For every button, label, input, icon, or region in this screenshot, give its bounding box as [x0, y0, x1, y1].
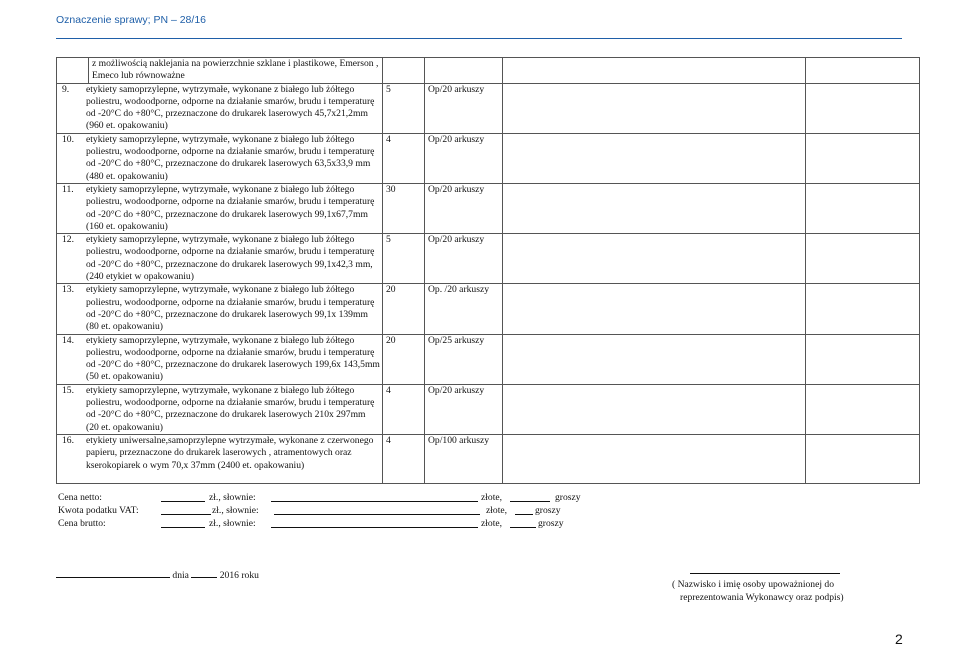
item-unit: Op/100 arkuszy	[425, 434, 503, 483]
item-description: etykiety samoprzylepne, wytrzymałe, wykonane z białego lub żółtego poliestru, wodoodporne, odporne na działanie smarów, brudu i temperaturę od -20°C do +80°C, przeznaczone do drukarek laserowych 99,1x42,3 mm, (240 etykiet w opakowaniu)	[86, 234, 375, 283]
table-row	[57, 284, 920, 334]
item-price-cell	[503, 133, 806, 183]
cell-description	[57, 133, 383, 183]
cell-description	[57, 83, 383, 133]
netto-zl-slownie: zł., słownie:	[209, 492, 256, 503]
page-number: 2	[895, 631, 903, 647]
date-blank-right	[191, 570, 217, 581]
netto-groszy: groszy	[555, 492, 581, 503]
signature-caption-line2: reprezentowania Wykonawcy oraz podpis)	[680, 592, 844, 603]
table-row	[57, 83, 920, 133]
signature-line	[690, 573, 840, 574]
date-line	[56, 567, 259, 581]
item-unit: Op/20 arkuszy	[425, 83, 503, 133]
item-price-cell	[503, 83, 806, 133]
item-unit: Op/25 arkuszy	[425, 334, 503, 384]
item-quantity: 20	[383, 334, 425, 384]
table-row	[57, 183, 920, 233]
item-quantity: 4	[383, 133, 425, 183]
item-description: etykiety samoprzylepne, wytrzymałe, wykonane z białego lub żółtego poliestru, wodoodporne, odporne na działanie smarów, brudu i temperaturę od -20°C do +80°C, przeznaczone do drukarek laserowych 99,1x67,7mm (160 et. opakowaniu)	[86, 183, 375, 232]
item-quantity: 30	[383, 183, 425, 233]
brutto-groszy: groszy	[538, 518, 564, 529]
item-value-cell	[806, 434, 920, 483]
item-value-cell	[806, 183, 920, 233]
item-price-cell	[503, 384, 806, 434]
item-quantity: 4	[383, 384, 425, 434]
item-description: etykiety samoprzylepne, wytrzymałe, wykonane z białego lub żółtego poliestru, wodoodporne, odporne na działanie smarów, brudu i temperaturę od -20°C do +80°C, przeznaczone do drukarek laserowych 199,6x 143,5mm (50 et. opakowaniu)	[86, 334, 380, 383]
item-description: etykiety samoprzylepne, wytrzymałe, wykonane z białego lub żółtego poliestru, wodoodporne, odporne na działanie smarów, brudu i temperaturę od -20°C do +80°C, przeznaczone do drukarek laserowych 99,1x 139mm (80 et. opakowaniu)	[86, 284, 375, 333]
vat-zlote: złote,	[486, 505, 508, 516]
vat-groszy: groszy	[535, 505, 561, 516]
item-value-cell	[806, 284, 920, 334]
item-value-cell	[806, 334, 920, 384]
netto-zlote: złote,	[481, 492, 503, 503]
item-number: 13.	[62, 284, 74, 296]
item-number: 10.	[62, 133, 74, 145]
table-row	[57, 434, 920, 483]
item-number: 15.	[62, 384, 74, 396]
item-price-cell	[503, 434, 806, 483]
item-number: 9.	[62, 83, 70, 95]
item-unit: Op. /20 arkuszy	[425, 284, 503, 334]
item-number: 14.	[62, 334, 74, 346]
item-description: etykiety samoprzylepne, wytrzymałe, wykonane z białego lub żółtego poliestru, wodoodporne, odporne na działanie smarów, brudu i temperaturę od -20°C do +80°C, przeznaczone do drukarek laserowych 45,7x21,2mm (960 et. opakowaniu)	[86, 83, 375, 132]
brutto-label: Cena brutto:	[58, 518, 106, 529]
item-description: etykiety samoprzylepne, wytrzymałe, wykonane z białego lub żółtego poliestru, wodoodporne, odporne na działanie smarów, brudu i temperaturę od -20°C do +80°C, przeznaczone do drukarek laserowych 210x 297mm (20 et. opakowaniu)	[86, 384, 375, 433]
item-price-cell	[503, 183, 806, 233]
item-value-cell	[806, 133, 920, 183]
cell-price	[503, 58, 806, 84]
item-unit: Op/20 arkuszy	[425, 234, 503, 284]
netto-label: Cena netto:	[58, 492, 102, 503]
vat-label: Kwota podatku VAT:	[58, 505, 139, 516]
cell-description	[57, 183, 383, 233]
cell-description	[57, 434, 383, 483]
item-description: etykiety uniwersalne,samoprzylepne wytrzymałe, wykonane z czerwonego papieru, przeznaczone do drukarek laserowych , atramentowych oraz kserokopiarek o wym 70,x 37mm (2400 et. opakowaniu)	[86, 434, 374, 471]
brutto-amount-blank	[161, 517, 205, 532]
cell-value	[806, 58, 920, 84]
table-row	[57, 133, 920, 183]
date-dnia: dnia	[172, 570, 189, 581]
header-rule	[56, 38, 902, 39]
table-row-continuation	[57, 58, 920, 84]
brutto-grosze-blank	[510, 517, 536, 532]
brutto-zlote: złote,	[481, 518, 503, 529]
item-number: 12.	[62, 234, 74, 246]
vat-zl-slownie: zł., słownie:	[212, 505, 259, 516]
cell-description	[57, 284, 383, 334]
item-unit: Op/20 arkuszy	[425, 384, 503, 434]
brutto-zl-slownie: zł., słownie:	[209, 518, 256, 529]
table-row	[57, 234, 920, 284]
item-price-cell	[503, 334, 806, 384]
item-number: 11.	[62, 183, 74, 195]
signature-caption-line1: ( Nazwisko i imię osoby upoważnionej do	[672, 579, 834, 590]
item-quantity: 4	[383, 434, 425, 483]
signature-caption	[672, 578, 844, 604]
item-quantity: 20	[383, 284, 425, 334]
item-unit: Op/20 arkuszy	[425, 183, 503, 233]
date-blank-left	[56, 570, 170, 581]
item-description: etykiety samoprzylepne, wytrzymałe, wykonane z białego lub żółtego poliestru, wodoodporne, odporne na działanie smarów, brudu i temperaturę od -20°C do +80°C, przeznaczone do drukarek laserowych 63,5x33,9 mm (480 et. opakowaniu)	[86, 133, 375, 182]
item-price-cell	[503, 284, 806, 334]
item-number: 16.	[62, 434, 74, 446]
cell-description	[57, 384, 383, 434]
table-row	[57, 334, 920, 384]
item-quantity: 5	[383, 234, 425, 284]
item-quantity: 5	[383, 83, 425, 133]
document-header-title: Oznaczenie sprawy; PN – 28/16	[56, 14, 206, 26]
cell-qty	[383, 58, 425, 84]
item-value-cell	[806, 83, 920, 133]
cell-unit	[425, 58, 503, 84]
cell-description	[57, 234, 383, 284]
items-table	[56, 57, 920, 484]
item-value-cell	[806, 234, 920, 284]
date-year: 2016 roku	[219, 570, 259, 581]
item-price-cell	[503, 234, 806, 284]
cell-empty	[57, 58, 89, 84]
brutto-words-blank	[271, 517, 478, 532]
item-value-cell	[806, 384, 920, 434]
table-row	[57, 384, 920, 434]
item-unit: Op/20 arkuszy	[425, 133, 503, 183]
cell-continuation-text: z możliwością naklejania na powierzchnie szklane i plastikowe, Emerson , Emeco lub równoważne	[89, 58, 383, 84]
cell-description	[57, 334, 383, 384]
